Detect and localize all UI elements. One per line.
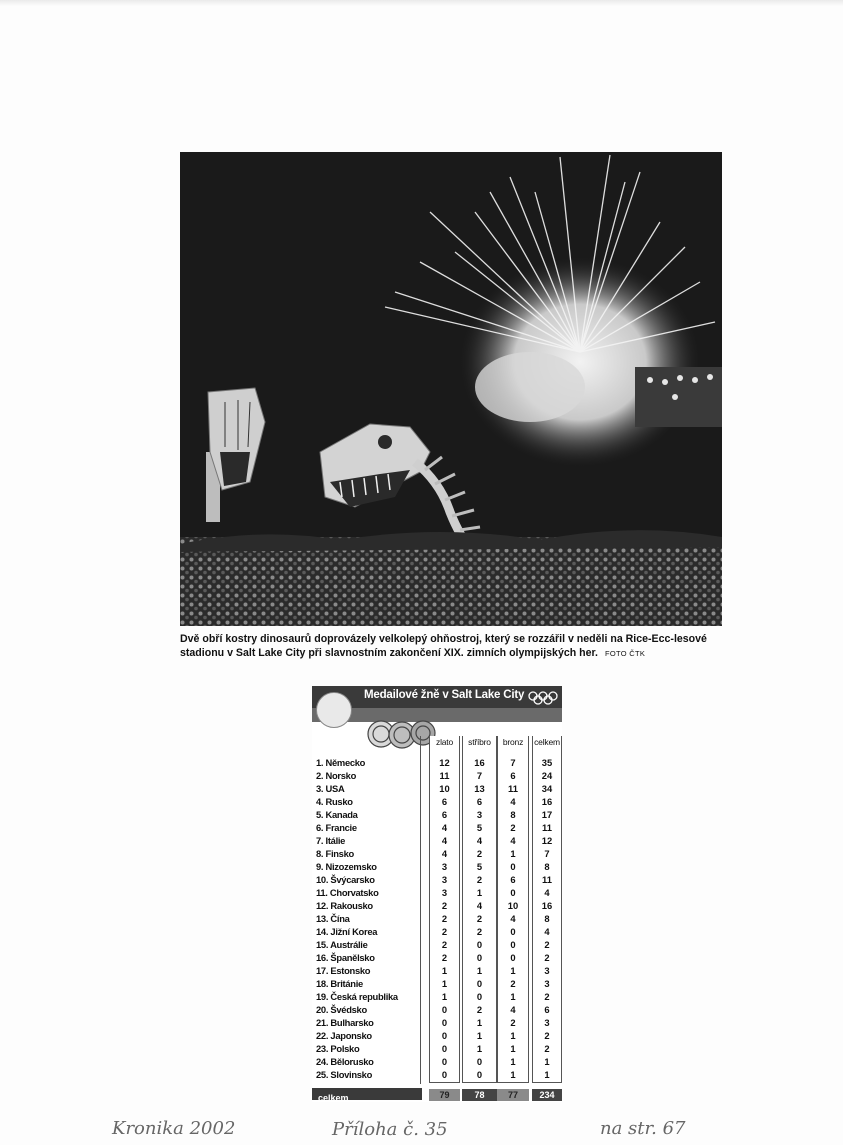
medal-count: 2	[476, 874, 483, 885]
bronze-column	[497, 736, 529, 1083]
medal-count: 4	[476, 835, 483, 846]
medal-count: 1	[510, 1056, 516, 1067]
medal-count: 7	[544, 848, 550, 859]
total-column	[532, 736, 562, 1083]
country-row: 10. Švýcarsko	[316, 874, 375, 885]
medal-count: 2	[441, 913, 448, 924]
country-row: 24. Bělorusko	[316, 1056, 374, 1067]
medal-count: 13	[474, 783, 485, 794]
medal-count: 17	[541, 809, 553, 820]
medal-count: 10	[507, 900, 519, 911]
country-row: 9. Nizozemsko	[316, 861, 377, 872]
country-row: 25. Slovinsko	[316, 1069, 373, 1080]
medal-count: 0	[476, 1069, 483, 1080]
medal-count: 8	[544, 861, 550, 872]
medal-count: 1	[476, 965, 483, 976]
country-row: 4. Rusko	[316, 796, 353, 807]
medal-count: 11	[542, 822, 552, 833]
medal-count: 1	[510, 1030, 516, 1041]
medal-count: 11	[508, 783, 518, 794]
handwritten-note-left: Kronika 2002	[112, 1118, 236, 1139]
medal-count: 1	[476, 1017, 483, 1028]
olympic-rings-icon	[528, 690, 558, 706]
total-values	[533, 756, 561, 1081]
medal-count: 4	[510, 835, 516, 846]
country-row: 15. Austrálie	[316, 939, 368, 950]
medal-count: 1	[510, 991, 516, 1002]
medal-count: 0	[510, 939, 516, 950]
photo-credit: FOTO ČTK	[604, 649, 646, 658]
gold-values	[430, 756, 459, 1081]
medal-count: 16	[541, 796, 553, 807]
medal-count: 1	[441, 978, 448, 989]
gold-total: 79	[429, 1089, 460, 1101]
handwritten-note-right: na str. 67	[600, 1118, 686, 1139]
medal-count: 0	[476, 978, 483, 989]
medal-count: 2	[544, 1043, 550, 1054]
medal-count: 12	[439, 757, 450, 768]
country-row: 12. Rakousko	[316, 900, 373, 911]
medal-count: 10	[439, 783, 450, 794]
medal-count: 3	[441, 887, 448, 898]
medal-count: 5	[476, 822, 483, 833]
medal-count: 0	[476, 952, 483, 963]
bronze-total: 77	[497, 1089, 529, 1101]
medal-count: 8	[510, 809, 516, 820]
medal-count: 0	[441, 1004, 448, 1015]
medal-count: 4	[441, 835, 448, 846]
medal-count: 5	[476, 861, 483, 872]
country-row: 1. Německo	[316, 757, 366, 768]
medal-count: 6	[510, 770, 516, 781]
silver-column	[462, 736, 497, 1083]
medal-count: 11	[542, 874, 552, 885]
medal-count: 0	[510, 952, 516, 963]
medal-count: 2	[544, 991, 550, 1002]
medal-count: 0	[510, 926, 516, 937]
country-row: 8. Finsko	[316, 848, 354, 859]
medal-count: 0	[476, 939, 483, 950]
medal-count: 24	[541, 770, 553, 781]
country-list	[316, 756, 422, 1081]
medal-count: 1	[476, 1043, 483, 1054]
country-row: 7. Itálie	[316, 835, 346, 846]
medal-count: 1	[441, 991, 448, 1002]
medal-count: 4	[510, 1004, 516, 1015]
medal-count: 6	[544, 1004, 550, 1015]
handwritten-note-middle: Příloha č. 35	[332, 1119, 448, 1140]
medal-count: 2	[544, 952, 550, 963]
medal-count: 1	[441, 965, 448, 976]
medal-count: 2	[441, 952, 448, 963]
medal-count: 3	[441, 861, 448, 872]
medal-count: 7	[510, 757, 516, 768]
medal-count: 0	[510, 861, 516, 872]
country-row: 20. Švédsko	[316, 1004, 367, 1015]
bronze-header: bronz	[502, 737, 524, 747]
country-row: 13. Čína	[316, 913, 350, 924]
photo-caption	[180, 632, 725, 661]
country-row: 19. Česká republika	[316, 991, 398, 1002]
medal-count: 2	[544, 939, 550, 950]
country-row: 17. Estonsko	[316, 965, 371, 976]
medal-count: 0	[441, 1017, 448, 1028]
medal-count: 3	[441, 874, 448, 885]
medal-count: 2	[544, 1030, 550, 1041]
medal-count: 3	[544, 978, 550, 989]
medal-count: 3	[544, 1017, 550, 1028]
medal-count: 1	[544, 1056, 550, 1067]
medal-count: 16	[541, 900, 553, 911]
medal-count: 2	[476, 913, 483, 924]
silver-total: 78	[462, 1089, 497, 1101]
gold-column	[429, 736, 460, 1083]
medal-count: 4	[441, 848, 448, 859]
medal-count: 0	[476, 1056, 483, 1067]
totals-row	[312, 1088, 422, 1100]
medal-count: 4	[441, 822, 448, 833]
total-header: celkem	[534, 737, 560, 747]
medal-count: 3	[544, 965, 550, 976]
medal-count: 6	[441, 796, 448, 807]
medal-count: 4	[544, 887, 550, 898]
country-row: 5. Kanada	[316, 809, 358, 820]
medal-count: 0	[510, 887, 516, 898]
medal-count: 4	[510, 796, 516, 807]
medal-count: 1	[510, 848, 516, 859]
medal-count: 0	[441, 1043, 448, 1054]
country-row: 22. Japonsko	[316, 1030, 372, 1041]
country-row: 2. Norsko	[316, 770, 357, 781]
medal-count: 1	[476, 887, 483, 898]
country-row: 3. USA	[316, 783, 345, 794]
medal-count: 1	[510, 965, 516, 976]
country-row: 11. Chorvatsko	[316, 887, 379, 898]
medal-table	[312, 686, 562, 1102]
medal-count: 2	[476, 1004, 483, 1015]
medal-count: 2	[441, 926, 448, 937]
medal-count: 2	[476, 926, 483, 937]
medal-count: 4	[510, 913, 516, 924]
medal-count: 6	[441, 809, 448, 820]
medal-count: 6	[510, 874, 516, 885]
scan-edge-shade	[0, 0, 843, 6]
medal-count: 1	[476, 1030, 483, 1041]
medal-count: 2	[510, 822, 516, 833]
country-row: 23. Polsko	[316, 1043, 360, 1054]
medal-table-title: Medailové žně v Salt Lake City	[364, 689, 525, 701]
medal-count: 2	[441, 900, 448, 911]
grand-total: 234	[532, 1089, 562, 1101]
country-row: 14. Jižní Korea	[316, 926, 378, 937]
medal-count: 3	[476, 809, 483, 820]
totals-label: celkem	[318, 1093, 349, 1102]
medal-count: 0	[476, 991, 483, 1002]
medal-count: 34	[541, 783, 553, 794]
medal-count: 2	[476, 848, 483, 859]
medal-count: 1	[510, 1043, 516, 1054]
silver-values	[463, 756, 496, 1081]
medal-count: 6	[476, 796, 483, 807]
silver-header: stříbro	[468, 737, 491, 747]
medal-count: 12	[541, 835, 553, 846]
medal-count: 0	[441, 1069, 448, 1080]
medal-count: 16	[474, 757, 485, 768]
medal-count: 7	[476, 770, 483, 781]
medal-count: 8	[544, 913, 550, 924]
medal-count: 2	[510, 1017, 516, 1028]
snowball-emblem-icon	[316, 692, 352, 728]
medal-count: 11	[439, 770, 450, 781]
country-row: 16. Španělsko	[316, 952, 375, 963]
medal-count: 4	[544, 926, 550, 937]
medal-count: 1	[510, 1069, 516, 1080]
fireworks-dinosaur-photo	[180, 152, 722, 626]
medal-count: 1	[544, 1069, 550, 1080]
gold-header: zlato	[436, 737, 453, 747]
medal-count: 2	[510, 978, 516, 989]
caption-text: Dvě obří kostry dinosaurů doprovázely velkolepý ohňostroj, který se rozzářil v neděli na Rice-Ecc-lesové stadionu v Salt Lake City při slavnostním zakončení XIX. zimních olympijských her.	[180, 633, 707, 659]
country-row: 18. Británie	[316, 978, 363, 989]
medal-count: 0	[441, 1056, 448, 1067]
country-row: 6. Francie	[316, 822, 357, 833]
medal-count: 4	[476, 900, 483, 911]
medal-count: 2	[441, 939, 448, 950]
medal-count: 35	[541, 757, 553, 768]
country-row: 21. Bulharsko	[316, 1017, 374, 1028]
medal-count: 0	[441, 1030, 448, 1041]
bronze-values	[498, 756, 528, 1081]
